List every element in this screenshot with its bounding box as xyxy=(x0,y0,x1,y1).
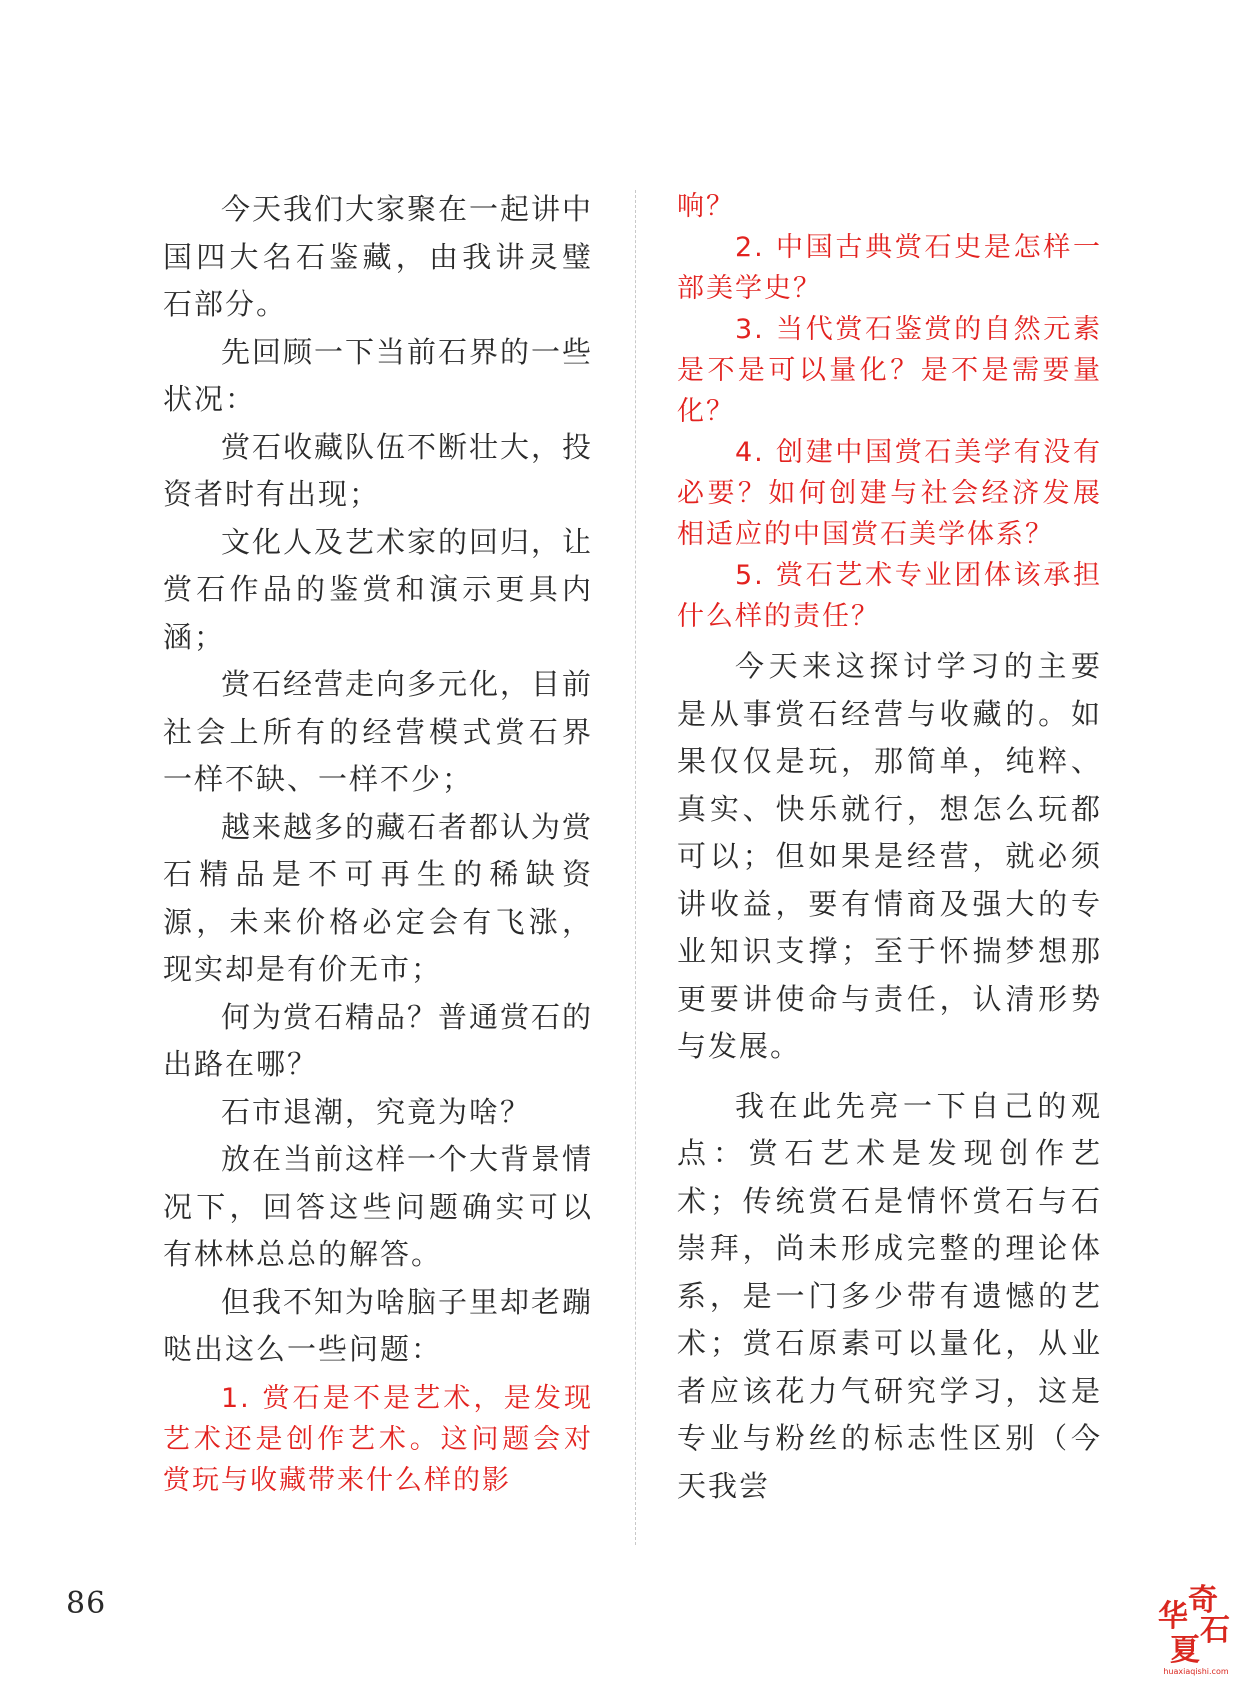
paragraph: 放在当前这样一个大背景情况下，回答这些问题确实可以有林林总总的解答。 xyxy=(163,1142,594,1271)
paragraph: 赏石收藏队伍不断壮大，投资者时有出现； xyxy=(163,429,594,511)
paragraph: 先回顾一下当前石界的一些状况： xyxy=(163,334,594,416)
question-3: 3. 当代赏石鉴赏的自然元素是不是可以量化？是不是需要量化？ xyxy=(677,314,1102,427)
paragraph: 文化人及艺术家的回归，让赏石作品的鉴赏和演示更具内涵； xyxy=(163,524,594,654)
page-number: 86 xyxy=(66,1586,107,1621)
paragraph: 何为赏石精品？普通赏石的出路在哪？ xyxy=(163,999,594,1081)
right-column xyxy=(677,186,1102,1510)
logo-char: 华 xyxy=(1158,1599,1188,1634)
question-4: 4. 创建中国赏石美学有没有必要？如何创建与社会经济发展相适应的中国赏石美学体系？ xyxy=(677,437,1102,550)
paragraph: 越来越多的藏石者都认为赏石精品是不可再生的稀缺资源，未来价格必定会有飞涨，现实却是有价无市； xyxy=(163,809,594,986)
huaxia-qishi-logo xyxy=(1156,1580,1236,1678)
paragraph: 今天来这探讨学习的主要是从事赏石经营与收藏的。如果仅仅是玩，那简单，纯粹、真实、快乐就行，想怎么玩都可以；但如果是经营，就必须讲收益，要有情商及强大的专业知识支撑；至于怀揣梦想那更要讲使命与责任，认清形势与发展。 xyxy=(677,649,1102,1063)
question-2: 2. 中国古典赏石史是怎样一部美学史？ xyxy=(677,232,1102,304)
logo-char: 奇 xyxy=(1188,1583,1218,1618)
question-1: 1. 赏石是不是艺术，是发现艺术还是创作艺术。这问题会对赏玩与收藏带来什么样的影 xyxy=(163,1382,593,1496)
paragraph: 我在此先亮一下自己的观点：赏石艺术是发现创作艺术；传统赏石是情怀赏石与石崇拜，尚未形成完整的理论体系，是一门多少带有遗憾的艺术；赏石原素可以量化，从业者应该花力气研究学习，这是专业与粉丝的标志性区别（今天我尝 xyxy=(677,1088,1102,1503)
left-column xyxy=(163,186,593,1501)
logo-url: huaxiaqishi.com xyxy=(1163,1667,1229,1676)
logo-char: 夏 xyxy=(1170,1633,1200,1668)
logo-char: 石 xyxy=(1200,1613,1230,1648)
question-1-continued: 响？ xyxy=(677,191,735,222)
paragraph: 石市退潮，究竟为啥？ xyxy=(221,1094,532,1129)
column-divider xyxy=(635,190,636,1545)
paragraph: 今天我们大家聚在一起讲中国四大名石鉴藏，由我讲灵璧石部分。 xyxy=(163,192,594,321)
question-5: 5. 赏石艺术专业团体该承担什么样的责任？ xyxy=(677,560,1102,632)
paragraph: 赏石经营走向多元化，目前社会上所有的经营模式赏石界一样不缺、一样不少； xyxy=(163,667,594,796)
paragraph: 但我不知为啥脑子里却老蹦哒出这么一些问题： xyxy=(163,1284,594,1366)
